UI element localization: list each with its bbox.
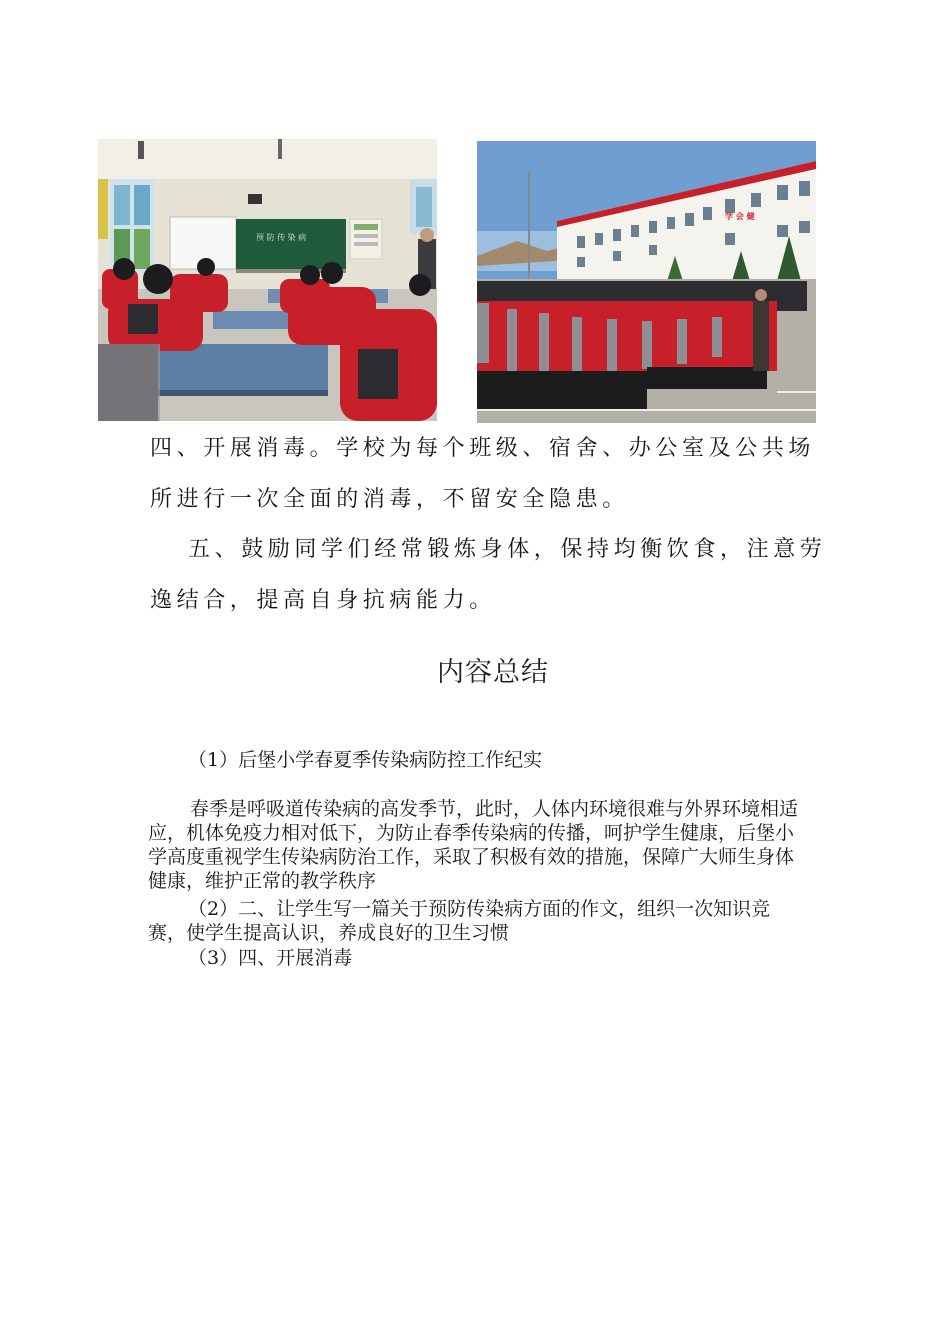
building-banner-text: 学 会 健	[725, 212, 755, 221]
board-chalk-text: 预 防 传 染 病	[256, 233, 307, 242]
classroom-photo-image	[98, 139, 437, 421]
paragraph-disinfection-line-2: 所进行一次全面的消毒，不留安全隐患。	[150, 487, 629, 512]
summary-title: 内容总结	[437, 657, 549, 688]
paragraph-exercise-line-2: 逸结合，提高自身抗病能力。	[150, 588, 496, 613]
paragraph-disinfection-line-1: 四、开展消毒。学校为每个班级、宿舍、办公室及公共场	[150, 436, 816, 461]
summary-item-1-title: （1）后堡小学春夏季传染病防控工作纪实	[188, 749, 543, 771]
paragraph-exercise-line-1: 五、鼓励同学们经常锻炼身体，保持均衡饮食，注意劳	[188, 537, 827, 562]
summary-item-1-body: 春季是呼吸道传染病的高发季节，此时，人体内环境很难与外界环境相适应，机体免疫力相对低下，为防止春季传染病的传播，呵护学生健康，后堡小学高度重视学生传染病防治工作，采取了积极有效的措施，保障广大师生身体健康，维护正常的教学秩序	[148, 798, 799, 892]
summary-item-3: （3）四、开展消毒	[188, 947, 353, 969]
classroom-photo	[98, 139, 437, 421]
summary-item-2: （2）二、让学生写一篇关于预防传染病方面的作文，组织一次知识竞赛，使学生提高认识，养成良好的卫生习惯	[148, 898, 771, 944]
assembly-photo	[477, 141, 816, 423]
assembly-photo-image	[477, 141, 816, 423]
